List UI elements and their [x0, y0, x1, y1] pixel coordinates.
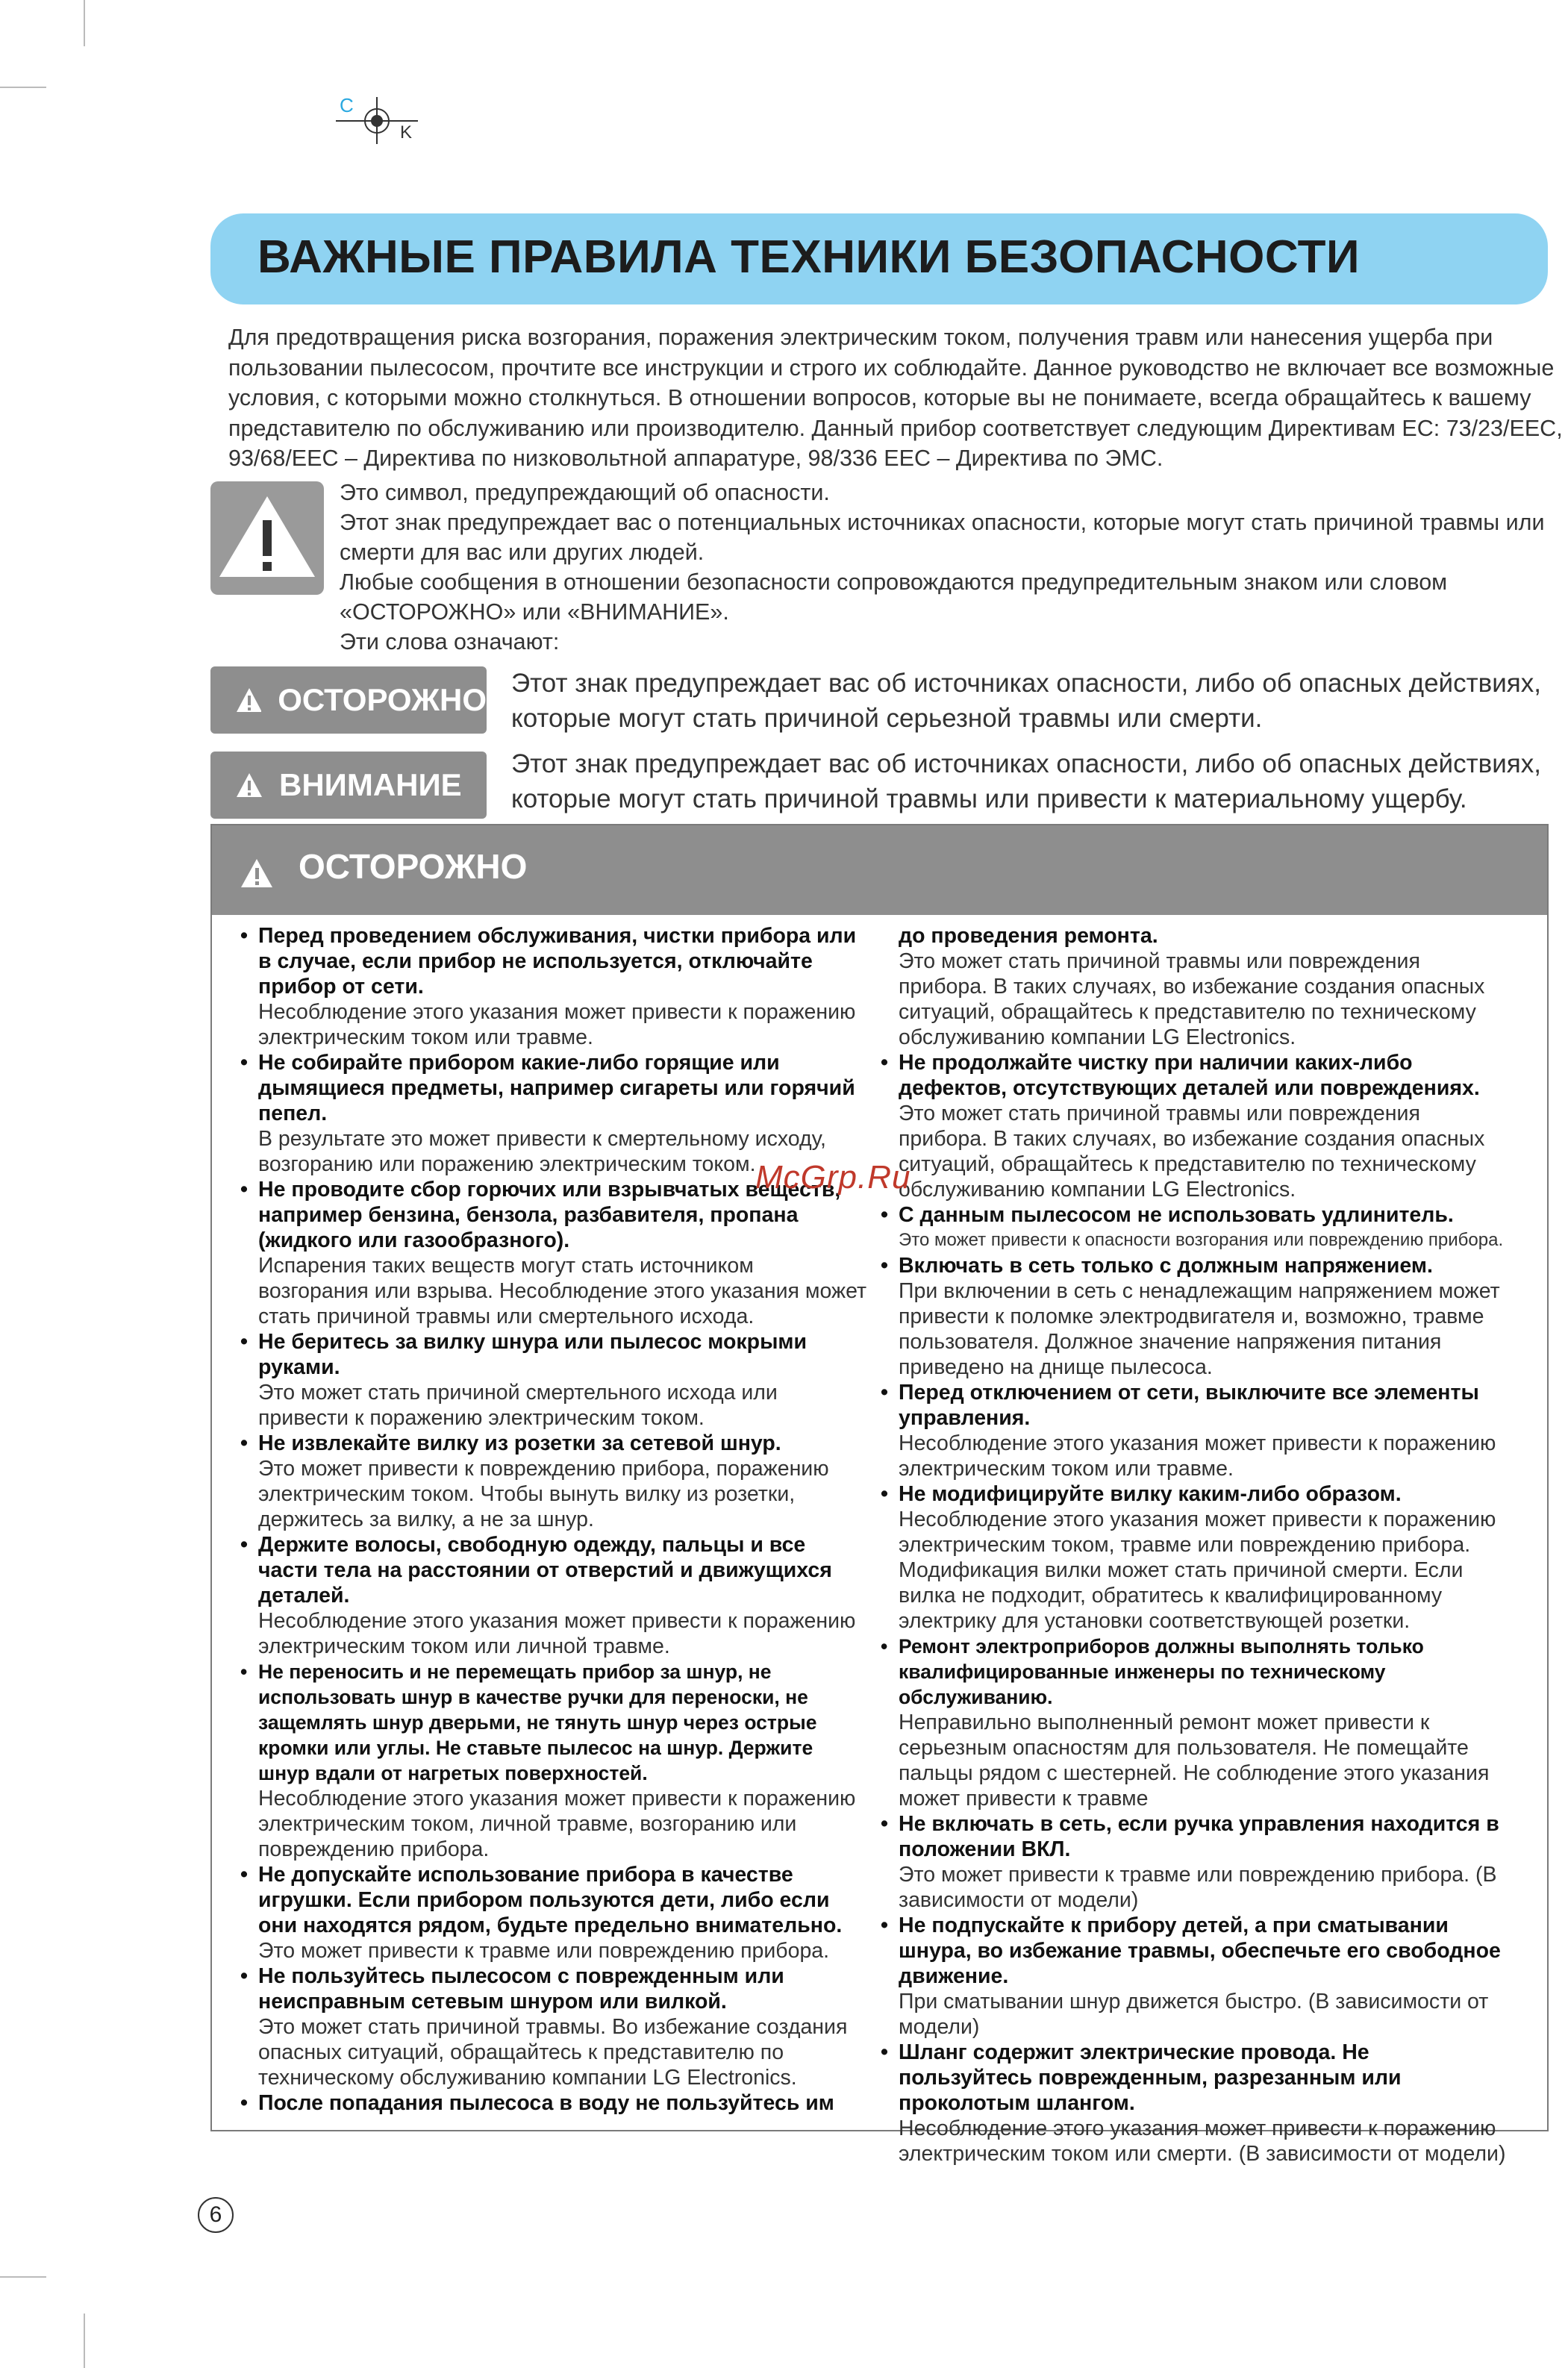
item-text: Это может привести к травме или повреждению прибора. (В зависимости от модели) — [899, 1863, 1497, 1912]
label-caution-text: Этот знак предупреждает вас об источниках опасности, либо об опасных действиях, которые могут стать причиной травмы или привести к материальному ущербу. — [511, 749, 1541, 813]
item-text: Это может стать причиной травмы или повреждения прибора. В таких случаях, во избежание создания опасных ситуаций, обращайтесь к представителю по техническому обслуживанию компании LG Electronics. — [899, 949, 1485, 1049]
item-text: Это может стать причиной травмы или повреждения прибора. В таких случаях, во избежание создания опасных ситуаций, обращайтесь к представителю по техническому обслуживанию компании LG Electronics. — [899, 1102, 1485, 1202]
warning-symbol-box — [210, 481, 324, 595]
symbol-line: Это символ, предупреждающий об опасности. — [340, 480, 830, 505]
item-heading: • Перед отключением от сети, выключите все элементы управления. — [881, 1381, 1479, 1430]
item-heading: • Ремонт электроприборов должны выполнять только квалифицированные инженеры по техническому обслуживанию. — [881, 1635, 1424, 1708]
item-heading: • Держите волосы, свободную одежду, пальцы и все части тела на расстоянии от отверстий и движущихся деталей. — [240, 1533, 832, 1608]
crop-mark — [0, 2276, 46, 2278]
item-text: Несоблюдение этого указания может привести к поражению электрическим током или личной травме. — [258, 1609, 856, 1658]
item-text: При включении в сеть с ненадлежащим напряжением может привести к поломке электродвигателя и, возможно, травме пользователя. Должное значение напряжения питания приведено на днище пылесоса. — [899, 1279, 1500, 1379]
item-heading: • После попадания пылесоса в воду не пользуйтесь им — [240, 2091, 834, 2115]
item-heading: • Не пользуйтесь пылесосом с поврежденным или неисправным сетевым шнуром или вилкой. — [240, 1964, 784, 2014]
item-heading: • Не переносить и не перемещать прибор за шнур, не использовать шнур в качестве ручки для переноски, не защемлять шнур дверьми, не тянуть шнур через острые кромки или углы. Не ставьте пылесос на шнур. Держите шнур вдали от нагретых поверхностей. — [240, 1661, 817, 1784]
item-text: Несоблюдение этого указания может привести к поражению электрическим током или травме. — [258, 1000, 856, 1049]
label-caution-word: ВНИМАНИЕ — [279, 767, 462, 802]
item-text: Несоблюдение этого указания может привести к поражению электрическим током или смерти. (В зависимости от модели) — [899, 2116, 1506, 2166]
label-caution — [210, 752, 487, 819]
item-text: Это может привести к опасности возгорания или повреждению прибора. — [899, 1230, 1504, 1250]
label-warning-word: ОСТОРОЖНО — [278, 682, 487, 717]
item-heading: • Не подпускайте к прибору детей, а при сматывании шнура, во избежание травмы, обеспечьте его свободное движение. — [881, 1914, 1501, 1988]
symbol-line: Любые сообщения в отношении безопасности сопровождаются предупредительным знаком или словом «ОСТОРОЖНО» или «ВНИМАНИЕ». — [340, 569, 1448, 625]
symbol-line: Эти слова означают: — [340, 629, 560, 655]
crop-mark — [84, 2314, 85, 2368]
warning-triangle-icon — [240, 858, 273, 888]
intro-paragraph: Для предотвращения риска возгорания, поражения электрическим током, получения травм или нанесения ущерба при пользовании пылесосом, прочтите все инструкции и строго их соблюдайте. Данное руководство не включает все возможные условия, с которыми можно столкнуться. В отношении вопросов, которые вы не понимаете, всегда обращайтесь к вашему представителю по обслуживанию или производителю. Данный прибор соответствует следующим Директивам ЕС: 73/23/ЕЕС, 93/68/ЕЕС – Директива по низковольтной аппаратуре, 98/336 ЕЕС – Директива по ЭМС. — [228, 325, 1563, 471]
item-heading: • Не модифицируйте вилку каким-либо образом. — [881, 1482, 1402, 1506]
label-warning-text: Этот знак предупреждает вас об источниках опасности, либо об опасных действиях, которые могут стать причиной серьезной травмы или смерти. — [511, 669, 1541, 733]
item-heading-continued: до проведения ремонта. — [899, 924, 1158, 948]
crop-mark — [84, 0, 85, 46]
item-text: Несоблюдение этого указания может привести к поражению электрическим током, травме или повреждению прибора. Модификация вилки может стать причиной смерти. Если вилка не подходит, обратитесь к квалифицированному электрику для установки соответствующей розетки. — [899, 1508, 1496, 1633]
item-heading: • Включать в сеть только с должным напряжением. — [881, 1254, 1433, 1278]
item-text: Несоблюдение этого указания может привести к поражению электрическим током или травме. — [899, 1431, 1496, 1481]
item-text: Это может привести к повреждению прибора, поражению электрическим током. Чтобы вынуть вилку из розетки, держитесь за вилку, а не за шнур. — [258, 1457, 829, 1531]
warning-triangle-icon — [236, 772, 263, 798]
item-text: Это может стать причиной травмы. Во избежание создания опасных ситуаций, обращайтесь к представителю по техническому обслуживанию компании LG Electronics. — [258, 2015, 848, 2090]
item-text: В результате это может привести к смертельному исходу, возгоранию или поражению электрическим током. — [258, 1127, 826, 1176]
page-number: 6 — [198, 2197, 234, 2233]
watermark: McGrp.Ru — [755, 1159, 911, 1196]
right-column — [881, 923, 1508, 2166]
item-heading: • Не собирайте прибором какие-либо горящие или дымящиеся предметы, например сигареты или горячий пепел. — [240, 1051, 855, 1125]
page-title: ВАЖНЫЕ ПРАВИЛА ТЕХНИКИ БЕЗОПАСНОСТИ — [257, 231, 1361, 283]
item-heading: • Шланг содержит электрические провода. Не пользуйтесь поврежденным, разрезанным или проколотым шлангом. — [881, 2040, 1402, 2115]
reg-mark-k: K — [400, 122, 413, 143]
reg-mark-c: C — [340, 94, 354, 116]
item-text: Это может стать причиной смертельного исхода или привести к поражению электрическим током. — [258, 1381, 778, 1430]
left-column — [240, 923, 867, 2116]
item-heading: • Перед проведением обслуживания, чистки прибора или в случае, если прибор не используется, отключайте прибор от сети. — [240, 924, 857, 999]
item-text: Испарения таких веществ могут стать источником возгорания или взрыва. Несоблюдение этого указания может стать причиной травмы или смертельного исхода. — [258, 1254, 867, 1328]
symbol-line: Этот знак предупреждает вас о потенциальных источниках опасности, которые могут стать причиной травмы или смерти для вас или других людей. — [340, 510, 1545, 565]
item-heading: • Не извлекайте вилку из розетки за сетевой шнур. — [240, 1431, 781, 1455]
crop-mark — [0, 87, 46, 88]
label-warning — [210, 666, 487, 734]
warning-triangle-icon — [236, 687, 261, 713]
item-text: Несоблюдение этого указания может привести к поражению электрическим током, личной травме, возгоранию или повреждению прибора. — [258, 1787, 856, 1861]
warning-triangle-icon — [210, 481, 324, 595]
item-heading: • Не допускайте использование прибора в качестве игрушки. Если прибором пользуются дети, либо если они находятся рядом, будьте предельно внимательно. — [240, 1863, 843, 1937]
item-heading: • Не беритесь за вилку шнура или пылесос мокрыми руками. — [240, 1330, 808, 1379]
item-text: Это может привести к травме или повреждению прибора. — [258, 1939, 830, 1963]
item-heading: • С данным пылесосом не использовать удлинитель. — [881, 1203, 1454, 1227]
item-heading: • Не включать в сеть, если ручка управления находится в положении ВКЛ. — [881, 1812, 1499, 1861]
panel-title: ОСТОРОЖНО — [299, 847, 528, 886]
item-text: При сматывании шнур движется быстро. (В зависимости от модели) — [899, 1990, 1489, 2039]
item-heading: • Не продолжайте чистку при наличии каких-либо дефектов, отсутствующих деталей или повреждениях. — [881, 1051, 1480, 1100]
item-text: Неправильно выполненный ремонт может привести к серьезным опасностям для пользователя. Не помещайте пальцы рядом с шестерней. Не соблюдение этого указания может привести к травме — [899, 1711, 1490, 1811]
item-heading: • Не проводите сбор горючих или взрывчатых веществ, например бензина, бензола, разбавителя, пропана (жидкого или газообразного). — [240, 1178, 841, 1252]
symbol-explanation — [340, 478, 1564, 657]
